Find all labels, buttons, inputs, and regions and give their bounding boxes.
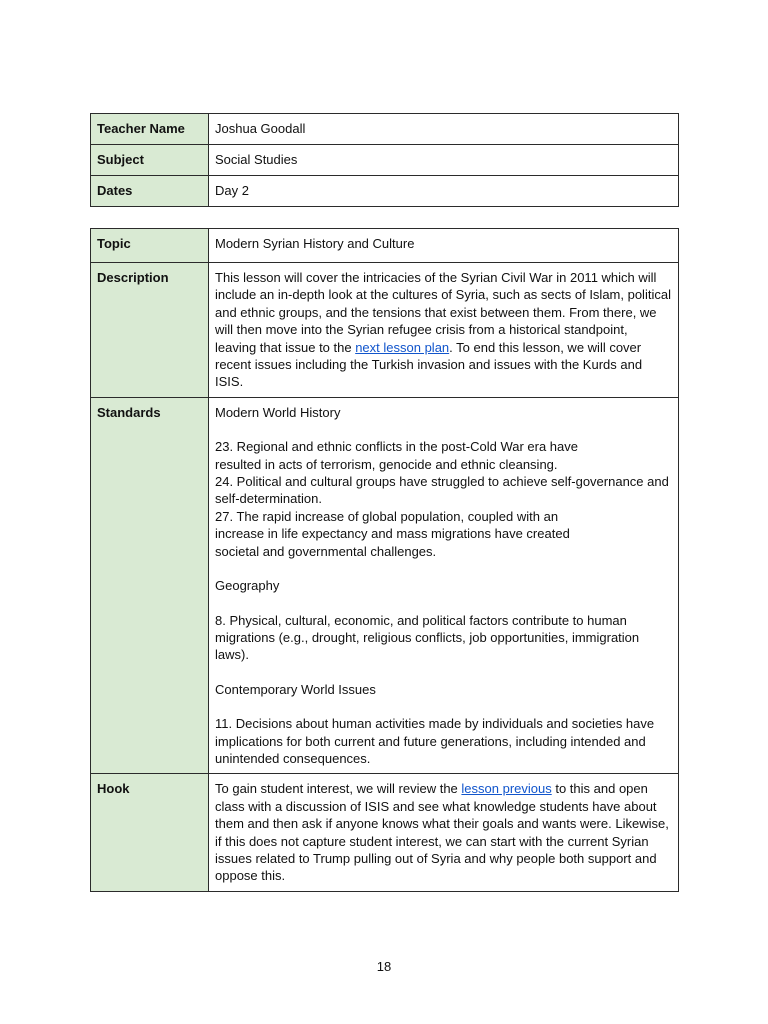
standard-23: 23. Regional and ethnic conflicts in the post-Cold War era have resulted in acts of terrorism, genocide and ethnic cleansing. [215,439,578,472]
geography-heading: Geography [215,578,280,594]
page-number: 18 [376,959,392,974]
teacher-name-label: Teacher Name [91,114,209,145]
standard-24: 24. Political and cultural groups have struggled to achieve self-governance and self-determination. [215,474,669,507]
topic-value: Modern Syrian History and Culture [209,229,679,263]
teacher-row [91,114,679,145]
next-lesson-plan-link[interactable]: next lesson plan [355,339,450,355]
teacher-name-value: Joshua Goodall [209,114,679,145]
topic-row [91,229,679,263]
hook-text-end: to this and open class with a discussion of ISIS and see what knowledge students have about them and then ask if anyone knows what their goals and wants were. Likewise, if this does not capture student interest, we can start with the current Syrian issues related to Trump pulling out of Syria and why people both support and oppose this. [215,781,669,884]
topic-label: Topic [91,229,209,263]
description-row [91,263,679,398]
dates-label: Dates [91,176,209,207]
dates-row [91,176,679,207]
hook-text-start: To gain student interest, we will review the [215,781,462,797]
dates-value: Day 2 [209,176,679,207]
hook-label: Hook [91,774,209,891]
lesson-meta-table [90,113,679,207]
geography-standard-8: 8. Physical, cultural, economic, and political factors contribute to human migrations (e.g., drought, religious conflicts, job opportunities, immigration laws). [215,612,640,663]
modern-world-history-heading: Modern World History [215,404,341,420]
lesson-plan-table [90,228,679,892]
hook-value [209,774,679,891]
description-text-start: This lesson will cover the intricacies of the Syrian Civil War in 2011 which will include an in-depth look at the cultures of Syria, such as sects of Islam, political and ethnic groups, and the tensions that exist between them. From there, we will then move into the Syrian refugee crisis from a historical standpoint, leaving that issue to the [215,270,671,355]
hook-row [91,774,679,891]
standards-label: Standards [91,397,209,774]
contemporary-world-issues-heading: Contemporary World Issues [215,681,376,697]
subject-value: Social Studies [209,145,679,176]
standards-value [209,397,679,774]
lesson-previous-link[interactable]: lesson previous [461,781,552,797]
subject-label: Subject [91,145,209,176]
contemporary-standard-11: 11. Decisions about human activities made by individuals and societies have implications for both current and future generations, including intended and unintended consequences. [215,716,655,766]
description-value [209,263,679,398]
subject-row [91,145,679,176]
standards-row [91,397,679,774]
description-text-end: . To end this lesson, we will cover recent issues including the Turkish invasion and issues with the Kurds and ISIS. [215,339,643,390]
standard-27: 27. The rapid increase of global population, coupled with an increase in life expectancy and mass migrations have created societal and governmental challenges. [215,508,570,559]
description-label: Description [91,263,209,398]
